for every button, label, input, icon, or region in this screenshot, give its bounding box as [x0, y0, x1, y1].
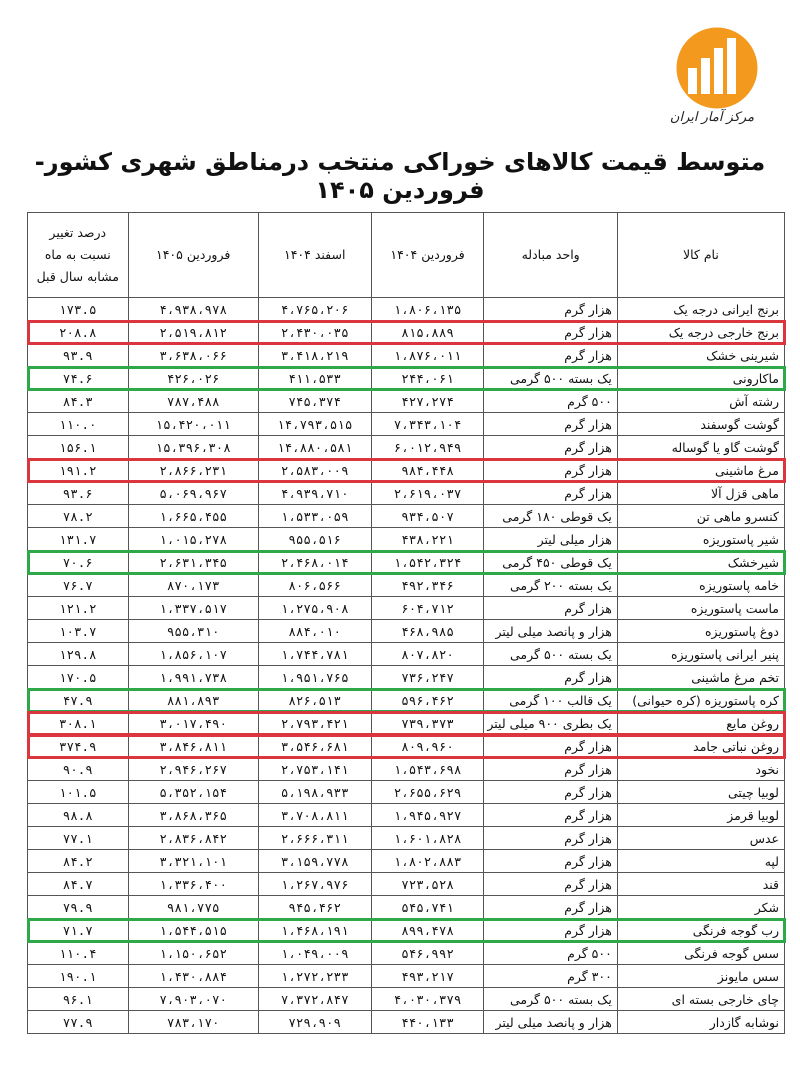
cell-unit: هزار گرم: [484, 827, 617, 850]
cell-esfand-1404: ۳،۵۴۶،۶۸۱: [258, 735, 371, 758]
cell-percent-change: ۱۰۳.۷: [28, 620, 129, 643]
header-unit: واحد مبادله: [484, 213, 617, 298]
cell-percent-change: ۷۴.۶: [28, 367, 129, 390]
cell-item-name: لپه: [617, 850, 784, 873]
cell-farvardin-1404: ۴،۰۳۰،۳۷۹: [371, 988, 484, 1011]
cell-esfand-1404: ۹۵۵،۵۱۶: [258, 528, 371, 551]
cell-esfand-1404: ۱،۵۳۳،۰۵۹: [258, 505, 371, 528]
cell-esfand-1404: ۲،۷۵۳،۱۴۱: [258, 758, 371, 781]
cell-unit: ۵۰۰ گرم: [484, 942, 617, 965]
cell-esfand-1404: ۸۲۶،۵۱۳: [258, 689, 371, 712]
cell-farvardin-1405: ۷،۹۰۳،۰۷۰: [128, 988, 258, 1011]
table-row: [28, 321, 785, 344]
cell-unit: هزار گرم: [484, 413, 617, 436]
cell-farvardin-1405: ۲،۵۱۹،۸۱۲: [128, 321, 258, 344]
table-row: [28, 942, 785, 965]
cell-esfand-1404: ۱،۹۵۱،۷۶۵: [258, 666, 371, 689]
cell-farvardin-1404: ۹۳۴،۵۰۷: [371, 505, 484, 528]
header-percent-change: درصد تغییر نسبت به ماه مشابه سال قبل: [28, 213, 129, 298]
cell-farvardin-1404: ۲،۶۱۹،۰۳۷: [371, 482, 484, 505]
cell-farvardin-1405: ۱،۶۶۵،۴۵۵: [128, 505, 258, 528]
cell-item-name: کنسرو ماهی تن: [617, 505, 784, 528]
cell-esfand-1404: ۱،۷۴۴،۷۸۱: [258, 643, 371, 666]
cell-percent-change: ۸۴.۲: [28, 850, 129, 873]
cell-farvardin-1404: ۱،۸۰۶،۱۳۵: [371, 298, 484, 321]
cell-esfand-1404: ۴،۹۳۹،۷۱۰: [258, 482, 371, 505]
cell-farvardin-1404: ۵۹۶،۴۶۲: [371, 689, 484, 712]
cell-esfand-1404: ۲،۴۶۸،۰۱۴: [258, 551, 371, 574]
cell-farvardin-1405: ۱،۳۳۷،۵۱۷: [128, 597, 258, 620]
cell-percent-change: ۲۰۸.۸: [28, 321, 129, 344]
cell-farvardin-1404: ۴۹۲،۳۴۶: [371, 574, 484, 597]
cell-item-name: شیر پاستوریزه: [617, 528, 784, 551]
cell-esfand-1404: ۷۲۹،۹۰۹: [258, 1011, 371, 1034]
cell-percent-change: ۹۰.۹: [28, 758, 129, 781]
cell-esfand-1404: ۱۴،۸۸۰،۵۸۱: [258, 436, 371, 459]
cell-farvardin-1404: ۴۳۸،۲۲۱: [371, 528, 484, 551]
table-row: [28, 551, 785, 574]
cell-farvardin-1404: ۸۰۷،۸۲۰: [371, 643, 484, 666]
cell-unit: هزار گرم: [484, 321, 617, 344]
cell-percent-change: ۹۳.۹: [28, 344, 129, 367]
table-row: [28, 965, 785, 988]
cell-unit: هزار گرم: [484, 298, 617, 321]
cell-unit: یک قوطی ۴۵۰ گرمی: [484, 551, 617, 574]
cell-percent-change: ۷۷.۹: [28, 1011, 129, 1034]
cell-percent-change: ۷۸.۲: [28, 505, 129, 528]
cell-item-name: شکر: [617, 896, 784, 919]
cell-unit: هزار گرم: [484, 873, 617, 896]
cell-percent-change: ۱۳۱.۷: [28, 528, 129, 551]
cell-percent-change: ۴۷.۹: [28, 689, 129, 712]
cell-item-name: روغن مایع: [617, 712, 784, 735]
cell-farvardin-1404: ۱،۹۴۵،۹۲۷: [371, 804, 484, 827]
cell-esfand-1404: ۱،۴۶۸،۱۹۱: [258, 919, 371, 942]
table-row: [28, 482, 785, 505]
cell-farvardin-1405: ۸۸۱،۸۹۳: [128, 689, 258, 712]
table-row: [28, 689, 785, 712]
table-row: [28, 758, 785, 781]
cell-unit: هزار گرم: [484, 735, 617, 758]
cell-farvardin-1405: ۲،۸۳۶،۸۴۲: [128, 827, 258, 850]
cell-item-name: لوبیا چیتی: [617, 781, 784, 804]
cell-farvardin-1404: ۱،۶۰۱،۸۲۸: [371, 827, 484, 850]
cell-percent-change: ۱۵۶.۱: [28, 436, 129, 459]
cell-farvardin-1404: ۴۲۷،۲۷۴: [371, 390, 484, 413]
cell-item-name: ماهی قزل آلا: [617, 482, 784, 505]
logo: [662, 18, 762, 138]
cell-farvardin-1404: ۱،۵۴۳،۶۹۸: [371, 758, 484, 781]
cell-esfand-1404: ۲،۵۸۳،۰۰۹: [258, 459, 371, 482]
cell-item-name: تخم مرغ ماشینی: [617, 666, 784, 689]
cell-unit: یک بسته ۵۰۰ گرمی: [484, 643, 617, 666]
table-row: [28, 436, 785, 459]
cell-esfand-1404: ۱،۲۷۲،۲۳۳: [258, 965, 371, 988]
cell-unit: هزار و پانصد میلی لیتر: [484, 620, 617, 643]
cell-item-name: نخود: [617, 758, 784, 781]
cell-esfand-1404: ۷،۳۷۲،۸۴۷: [258, 988, 371, 1011]
cell-unit: هزار گرم: [484, 919, 617, 942]
table-row: [28, 620, 785, 643]
cell-farvardin-1405: ۱،۵۴۴،۵۱۵: [128, 919, 258, 942]
cell-percent-change: ۱۷۰.۵: [28, 666, 129, 689]
cell-percent-change: ۳۰۸.۱: [28, 712, 129, 735]
table-row: [28, 643, 785, 666]
cell-percent-change: ۱۹۱.۲: [28, 459, 129, 482]
cell-item-name: برنج خارجی درجه یک: [617, 321, 784, 344]
table-row: [28, 712, 785, 735]
cell-percent-change: ۱۷۳.۵: [28, 298, 129, 321]
cell-unit: هزار و پانصد میلی لیتر: [484, 1011, 617, 1034]
cell-unit: هزار گرم: [484, 666, 617, 689]
cell-farvardin-1404: ۵۴۶،۹۹۲: [371, 942, 484, 965]
cell-esfand-1404: ۳،۴۱۸،۲۱۹: [258, 344, 371, 367]
cell-farvardin-1404: ۷۲۳،۵۲۸: [371, 873, 484, 896]
cell-unit: هزار گرم: [484, 781, 617, 804]
cell-unit: یک بطری ۹۰۰ میلی لیتر: [484, 712, 617, 735]
cell-esfand-1404: ۲،۴۳۰،۰۳۵: [258, 321, 371, 344]
price-table: [27, 212, 785, 1034]
cell-esfand-1404: ۱،۰۴۹،۰۰۹: [258, 942, 371, 965]
cell-unit: ۳۰۰ گرم: [484, 965, 617, 988]
cell-farvardin-1404: ۲،۶۵۵،۶۲۹: [371, 781, 484, 804]
cell-esfand-1404: ۹۴۵،۴۶۲: [258, 896, 371, 919]
cell-item-name: رشته آش: [617, 390, 784, 413]
cell-farvardin-1405: ۱،۱۵۰،۶۵۲: [128, 942, 258, 965]
cell-percent-change: ۱۲۹.۸: [28, 643, 129, 666]
cell-esfand-1404: ۳،۷۰۸،۸۱۱: [258, 804, 371, 827]
cell-unit: هزار گرم: [484, 597, 617, 620]
cell-percent-change: ۷۶.۷: [28, 574, 129, 597]
cell-item-name: عدس: [617, 827, 784, 850]
cell-item-name: دوغ پاستوریزه: [617, 620, 784, 643]
cell-unit: هزار گرم: [484, 850, 617, 873]
table-row: [28, 367, 785, 390]
cell-item-name: سس مایونز: [617, 965, 784, 988]
cell-farvardin-1405: ۳،۸۴۶،۸۱۱: [128, 735, 258, 758]
cell-farvardin-1405: ۲،۹۴۶،۲۶۷: [128, 758, 258, 781]
cell-esfand-1404: ۴۱۱،۵۳۳: [258, 367, 371, 390]
table-row: [28, 344, 785, 367]
cell-farvardin-1405: ۱،۸۵۶،۱۰۷: [128, 643, 258, 666]
cell-farvardin-1405: ۱۵،۳۹۶،۳۰۸: [128, 436, 258, 459]
cell-farvardin-1405: ۴۲۶،۰۲۶: [128, 367, 258, 390]
cell-farvardin-1404: ۱،۵۴۲،۳۲۴: [371, 551, 484, 574]
cell-farvardin-1404: ۴۹۳،۲۱۷: [371, 965, 484, 988]
cell-farvardin-1404: ۲۴۴،۰۶۱: [371, 367, 484, 390]
table-row: [28, 459, 785, 482]
cell-farvardin-1405: ۱۵،۴۲۰،۰۱۱: [128, 413, 258, 436]
cell-farvardin-1405: ۵،۳۵۲،۱۵۴: [128, 781, 258, 804]
cell-unit: هزار گرم: [484, 459, 617, 482]
cell-farvardin-1404: ۷،۳۴۳،۱۰۴: [371, 413, 484, 436]
header-farvardin-1405: فروردین ۱۴۰۵: [128, 213, 258, 298]
cell-farvardin-1405: ۷۸۷،۴۸۸: [128, 390, 258, 413]
cell-unit: هزار گرم: [484, 344, 617, 367]
cell-farvardin-1404: ۴۴۰،۱۳۳: [371, 1011, 484, 1034]
table-row: [28, 666, 785, 689]
cell-esfand-1404: ۷۴۵،۳۷۴: [258, 390, 371, 413]
cell-farvardin-1405: ۳،۳۲۱،۱۰۱: [128, 850, 258, 873]
cell-percent-change: ۱۱۰.۴: [28, 942, 129, 965]
cell-item-name: پنیر ایرانی پاستوریزه: [617, 643, 784, 666]
cell-farvardin-1404: ۱،۸۷۶،۰۱۱: [371, 344, 484, 367]
table-row: [28, 896, 785, 919]
cell-percent-change: ۷۱.۷: [28, 919, 129, 942]
cell-unit: یک قوطی ۱۸۰ گرمی: [484, 505, 617, 528]
cell-item-name: کره پاستوریزه (کره حیوانی): [617, 689, 784, 712]
cell-item-name: رب گوجه فرنگی: [617, 919, 784, 942]
cell-farvardin-1405: ۳،۸۶۸،۳۶۵: [128, 804, 258, 827]
cell-percent-change: ۷۷.۱: [28, 827, 129, 850]
cell-unit: هزار میلی لیتر: [484, 528, 617, 551]
cell-percent-change: ۸۴.۳: [28, 390, 129, 413]
cell-unit: هزار گرم: [484, 804, 617, 827]
cell-farvardin-1404: ۶،۰۱۲،۹۴۹: [371, 436, 484, 459]
table-row: [28, 528, 785, 551]
table-row: [28, 413, 785, 436]
cell-farvardin-1405: ۱،۳۳۶،۴۰۰: [128, 873, 258, 896]
table-row: [28, 988, 785, 1011]
cell-unit: یک بسته ۵۰۰ گرمی: [484, 367, 617, 390]
table-row: [28, 298, 785, 321]
cell-esfand-1404: ۸۸۴،۰۱۰: [258, 620, 371, 643]
cell-unit: هزار گرم: [484, 482, 617, 505]
cell-item-name: ماکارونی: [617, 367, 784, 390]
cell-item-name: سس گوجه فرنگی: [617, 942, 784, 965]
cell-farvardin-1405: ۷۸۳،۱۷۰: [128, 1011, 258, 1034]
cell-item-name: گوشت گاو یا گوساله: [617, 436, 784, 459]
cell-unit: یک قالب ۱۰۰ گرمی: [484, 689, 617, 712]
cell-farvardin-1405: ۲،۸۶۶،۲۳۱: [128, 459, 258, 482]
logo-text: مرکز آمار ایران: [669, 110, 755, 125]
cell-esfand-1404: ۱۴،۷۹۳،۵۱۵: [258, 413, 371, 436]
cell-farvardin-1405: ۹۸۱،۷۷۵: [128, 896, 258, 919]
cell-farvardin-1405: ۱،۴۳۰،۸۸۴: [128, 965, 258, 988]
cell-unit: یک بسته ۲۰۰ گرمی: [484, 574, 617, 597]
cell-farvardin-1405: ۳،۶۳۸،۰۶۶: [128, 344, 258, 367]
cell-unit: یک بسته ۵۰۰ گرمی: [484, 988, 617, 1011]
header-esfand-1404: اسفند ۱۴۰۴: [258, 213, 371, 298]
cell-farvardin-1404: ۸۰۹،۹۶۰: [371, 735, 484, 758]
cell-percent-change: ۱۹۰.۱: [28, 965, 129, 988]
table-row: [28, 735, 785, 758]
cell-item-name: شیرخشک: [617, 551, 784, 574]
cell-item-name: برنج ایرانی درجه یک: [617, 298, 784, 321]
table-header-row: [28, 213, 785, 298]
cell-percent-change: ۷۹.۹: [28, 896, 129, 919]
cell-farvardin-1404: ۱،۸۰۲،۸۸۳: [371, 850, 484, 873]
cell-percent-change: ۹۶.۱: [28, 988, 129, 1011]
cell-farvardin-1405: ۴،۹۳۸،۹۷۸: [128, 298, 258, 321]
cell-esfand-1404: ۳،۱۵۹،۷۷۸: [258, 850, 371, 873]
cell-farvardin-1405: ۱،۰۱۵،۲۷۸: [128, 528, 258, 551]
cell-esfand-1404: ۵،۱۹۸،۹۳۳: [258, 781, 371, 804]
cell-esfand-1404: ۱،۲۷۵،۹۰۸: [258, 597, 371, 620]
cell-item-name: مرغ ماشینی: [617, 459, 784, 482]
cell-item-name: گوشت گوسفند: [617, 413, 784, 436]
table-row: [28, 574, 785, 597]
header-farvardin-1404: فروردین ۱۴۰۴: [371, 213, 484, 298]
header-name: نام کالا: [617, 213, 784, 298]
cell-item-name: لوبیا قرمز: [617, 804, 784, 827]
cell-esfand-1404: ۴،۷۶۵،۲۰۶: [258, 298, 371, 321]
cell-percent-change: ۸۴.۷: [28, 873, 129, 896]
cell-farvardin-1405: ۳،۰۱۷،۴۹۰: [128, 712, 258, 735]
cell-esfand-1404: ۱،۲۶۷،۹۷۶: [258, 873, 371, 896]
cell-item-name: قند: [617, 873, 784, 896]
table-row: [28, 850, 785, 873]
table-row: [28, 505, 785, 528]
cell-item-name: شیرینی خشک: [617, 344, 784, 367]
cell-item-name: نوشابه گازدار: [617, 1011, 784, 1034]
cell-esfand-1404: ۸۰۶،۵۶۶: [258, 574, 371, 597]
cell-unit: هزار گرم: [484, 758, 617, 781]
table-row: [28, 873, 785, 896]
cell-item-name: چای خارجی بسته ای: [617, 988, 784, 1011]
cell-farvardin-1405: ۸۷۰،۱۷۳: [128, 574, 258, 597]
cell-farvardin-1405: ۵،۰۶۹،۹۶۷: [128, 482, 258, 505]
cell-farvardin-1404: ۸۱۵،۸۸۹: [371, 321, 484, 344]
cell-percent-change: ۹۳.۶: [28, 482, 129, 505]
cell-item-name: خامه پاستوریزه: [617, 574, 784, 597]
table-row: [28, 781, 785, 804]
page-title: متوسط قیمت کالاهای خوراکی منتخب درمناطق شهری کشور- فروردین ۱۴۰۵: [34, 148, 766, 204]
cell-farvardin-1404: ۶۰۴،۷۱۲: [371, 597, 484, 620]
cell-farvardin-1404: ۴۶۸،۹۸۵: [371, 620, 484, 643]
table-row: [28, 1011, 785, 1034]
cell-item-name: روغن نباتی جامد: [617, 735, 784, 758]
cell-esfand-1404: ۲،۷۹۳،۴۲۱: [258, 712, 371, 735]
cell-item-name: ماست پاستوریزه: [617, 597, 784, 620]
table-row: [28, 804, 785, 827]
table-row: [28, 919, 785, 942]
logo-chart-icon: [662, 18, 762, 113]
cell-farvardin-1404: ۵۴۵،۷۴۱: [371, 896, 484, 919]
cell-farvardin-1405: ۲،۶۳۱،۳۴۵: [128, 551, 258, 574]
cell-farvardin-1405: ۹۵۵،۳۱۰: [128, 620, 258, 643]
table-row: [28, 390, 785, 413]
cell-farvardin-1404: ۷۳۹،۳۷۳: [371, 712, 484, 735]
cell-unit: ۵۰۰ گرم: [484, 390, 617, 413]
cell-percent-change: ۱۰۱.۵: [28, 781, 129, 804]
cell-unit: هزار گرم: [484, 896, 617, 919]
cell-esfand-1404: ۲،۶۶۶،۳۱۱: [258, 827, 371, 850]
table-row: [28, 597, 785, 620]
cell-farvardin-1405: ۱،۹۹۱،۷۳۸: [128, 666, 258, 689]
cell-percent-change: ۱۱۰.۰: [28, 413, 129, 436]
cell-percent-change: ۷۰.۶: [28, 551, 129, 574]
cell-percent-change: ۳۷۴.۹: [28, 735, 129, 758]
cell-farvardin-1404: ۸۹۹،۴۷۸: [371, 919, 484, 942]
cell-unit: هزار گرم: [484, 436, 617, 459]
cell-farvardin-1404: ۷۳۶،۲۴۷: [371, 666, 484, 689]
cell-farvardin-1404: ۹۸۴،۴۴۸: [371, 459, 484, 482]
cell-percent-change: ۱۲۱.۲: [28, 597, 129, 620]
table-row: [28, 827, 785, 850]
cell-percent-change: ۹۸.۸: [28, 804, 129, 827]
